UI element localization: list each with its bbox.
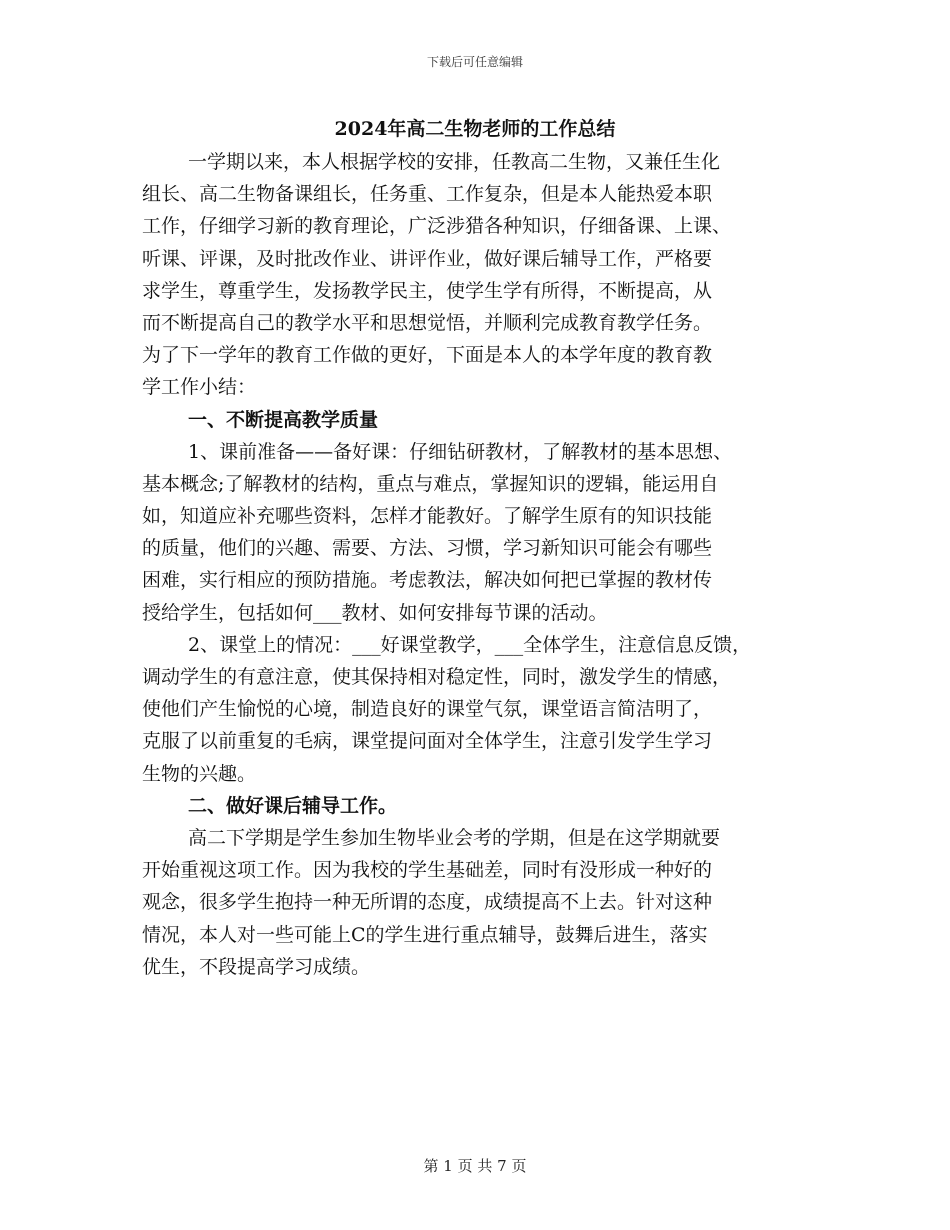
section-heading: 一、不断提高教学质量 — [188, 408, 379, 431]
paragraph-line: 听课、评课，及时批改作业、讲评作业，做好课后辅导工作，严格要 — [142, 247, 713, 270]
paragraph-line: 求学生，尊重学生，发扬教学民主，使学生学有所得，不断提高，从 — [142, 279, 713, 302]
paragraph-line: 观念，很多学生抱持一种无所谓的态度，成绩提高不上去。针对这种 — [142, 891, 713, 914]
page-footer: 第 1 页 共 7 页 — [423, 1157, 527, 1175]
paragraph-line: 生物的兴趣。 — [142, 762, 257, 785]
paragraph-line: 学工作小结： — [142, 376, 257, 399]
paragraph-line: 克服了以前重复的毛病，课堂提问面对全体学生，注意引发学生学习 — [142, 730, 713, 753]
paragraph-line: 情况，本人对一些可能上C的学生进行重点辅导，鼓舞后进生，落实 — [142, 923, 708, 946]
document-body — [142, 146, 822, 983]
paragraph-line: 的质量，他们的兴趣、需要、方法、习惯，学习新知识可能会有哪些 — [142, 537, 713, 560]
paragraph-line: 如，知道应补充哪些资料，怎样才能教好。了解学生原有的知识技能 — [142, 505, 713, 528]
paragraph-line: 授给学生，包括如何___教材、如何安排每节课的活动。 — [142, 601, 608, 624]
paragraph-line: 基本概念;了解教材的结构，重点与难点，掌握知识的逻辑，能运用自 — [142, 472, 719, 495]
paragraph-line: 优生，不段提高学习成绩。 — [142, 955, 371, 978]
paragraph-line: 工作，仔细学习新的教育理论，广泛涉猎各种知识，仔细备课、上课、 — [142, 215, 732, 238]
paragraph-line: 开始重视这项工作。因为我校的学生基础差，同时有没形成一种好的 — [142, 859, 713, 882]
section-heading: 二、做好课后辅导工作。 — [188, 794, 398, 817]
paragraph-line: 为了下一学年的教育工作做的更好，下面是本人的本学年度的教育教 — [142, 344, 713, 367]
paragraph-line: 调动学生的有意注意，使其保持相对稳定性，同时，激发学生的情感， — [142, 666, 732, 688]
paragraph-line: 高二下学期是学生参加生物毕业会考的学期，但是在这学期就要 — [188, 826, 721, 849]
paragraph-line: 组长、高二生物备课组长，任务重、工作复杂，但是本人能热爱本职 — [142, 183, 713, 206]
paragraph-line: 困难，实行相应的预防措施。考虑教法，解决如何把已掌握的教材传 — [142, 569, 713, 592]
header-note: 下载后可任意编辑 — [426, 55, 523, 69]
paragraph-line: 而不断提高自己的教学水平和思想觉悟，并顺利完成教育教学任务。 — [142, 311, 713, 334]
paragraph-line: 一学期以来，本人根据学校的安排，任教高二生物，又兼任生化 — [188, 151, 721, 173]
document-title: 2024年高二生物老师的工作总结 — [334, 118, 616, 140]
paragraph-line: 1、课前准备——备好课：仔细钻研教材，了解教材的基本思想、 — [188, 440, 733, 463]
paragraph-line: 2、课堂上的情况：___好课堂教学，___全体学生，注意信息反馈， — [188, 633, 752, 656]
paragraph-line: 使他们产生愉悦的心境，制造良好的课堂气氛，课堂语言简洁明了， — [142, 698, 713, 721]
